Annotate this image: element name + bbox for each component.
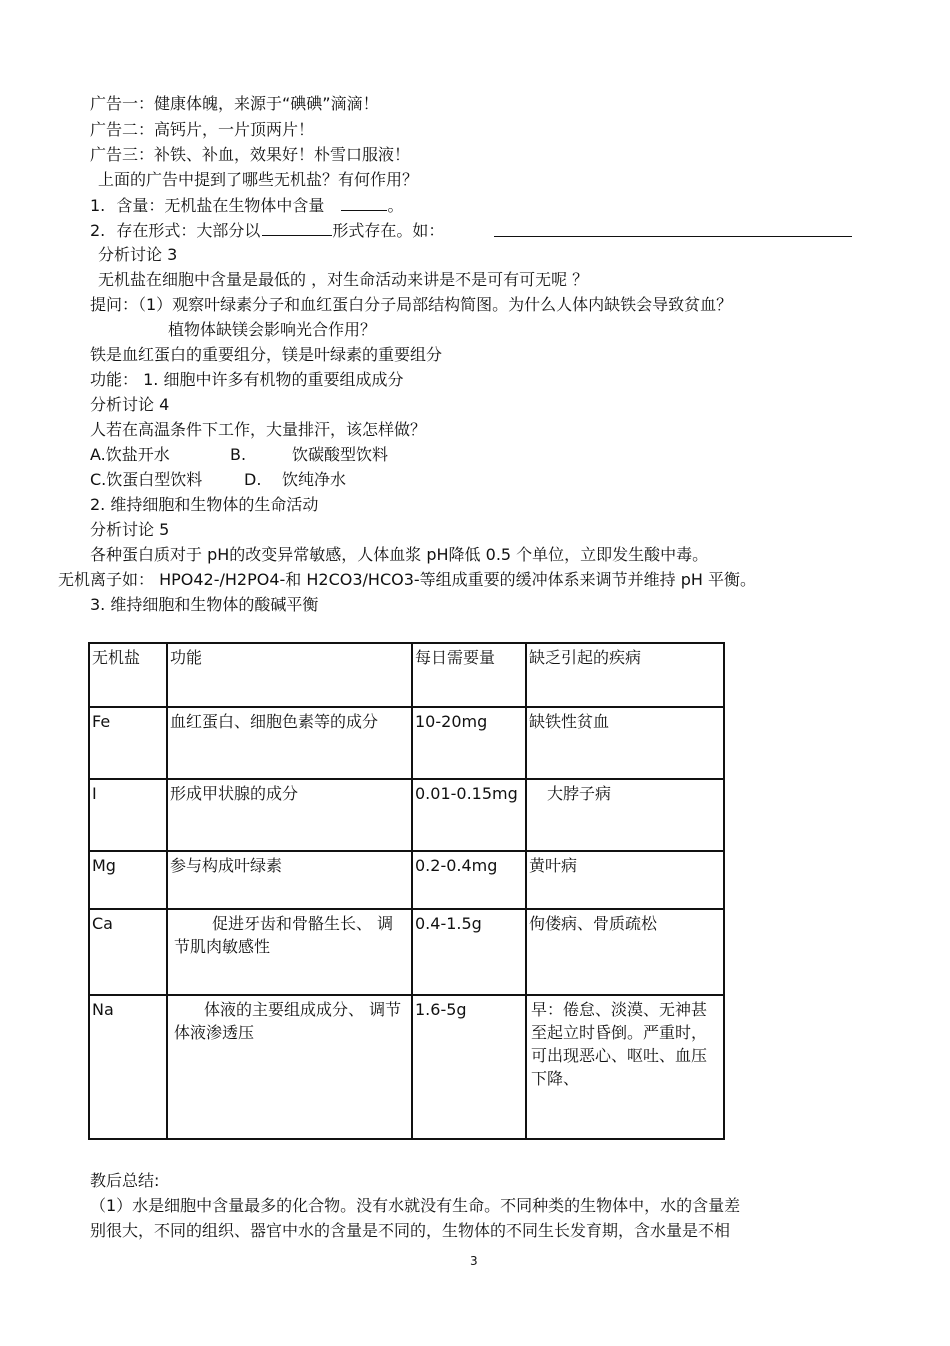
summary-title: 教后总结: [90,1171,160,1190]
page-number: 3 [470,1254,478,1268]
function-2: 2. 维持细胞和生物体的生命活动 [90,495,319,514]
table-row [89,995,724,1139]
table-row [89,707,724,779]
inorganic-salt-table [88,642,725,1140]
cell-function: 血红蛋白、细胞色素等的成分 [167,707,412,779]
function-1: 功能： 1. 细胞中许多有机物的重要组成成分 [90,370,404,389]
cell-function: 参与构成叶绿素 [167,851,412,909]
ad-1: 广告一：健康体魄，来源于“碘碘”滴滴！ [90,94,379,113]
d4-option-d-text: 饮纯净水 [282,470,347,489]
header-amount: 每日需要量 [412,643,526,707]
d3-question: 无机盐在细胞中含量是最低的 ，对生命活动来讲是不是可有可无呢 ？ [98,270,589,289]
discussion-3: 分析讨论 3 [98,245,178,264]
d4-option-b-label: B. [230,445,247,464]
d4-option-b-text: 饮碳酸型饮料 [292,445,389,464]
summary-line-1: （1）水是细胞中含量最多的化合物。没有水就没有生命。不同种类的生物体中，水的含量差 [90,1196,741,1215]
cell-amount: 0.2-0.4mg [412,851,526,909]
item-2-num: 2. [90,221,106,240]
cell-salt: Ca [89,909,167,995]
d4-option-d-label: D. [244,470,262,489]
summary-line-2: 别很大，不同的组织、器官中水的含量是不同的，生物体的不同生长发育期，含水量是不相 [90,1221,731,1240]
d3-prompt-2: 植物体缺镁会影响光合作用？ [168,320,377,339]
d4-option-c: C.饮蛋白型饮料 [90,470,203,489]
function-3: 3. 维持细胞和生物体的酸碱平衡 [90,595,319,614]
table-header-row [89,643,724,707]
cell-amount: 0.01-0.15mg [412,779,526,851]
d4-question: 人若在高温条件下工作，大量排汗，该怎样做？ [90,420,427,439]
cell-disease: 黄叶病 [526,851,724,909]
discussion-4: 分析讨论 4 [90,395,170,414]
d3-prompt-1: 提问：（1）观察叶绿素分子和血红蛋白分子局部结构简图。为什么人体内缺铁会导致贫血？ [90,295,733,314]
ad-3: 广告三：补铁、补血，效果好！朴雪口服液！ [90,145,411,164]
cell-amount: 0.4-1.5g [412,909,526,995]
item-1 [90,194,403,217]
ad-2: 广告二：高钙片，一片顶两片！ [90,120,315,139]
item-2-long-blank [494,236,852,237]
cell-disease: 缺铁性贫血 [526,707,724,779]
cell-salt: Mg [89,851,167,909]
cell-amount: 10-20mg [412,707,526,779]
cell-function: 形成甲状腺的成分 [167,779,412,851]
cell-function: 促进牙齿和骨骼生长、 调节肌肉敏感性 [167,909,412,995]
d5-line-2: 无机离子如： HPO42-/H2PO4-和 H2CO3/HCO3-等组成重要的缓冲体系来调节并维持 pH 平衡。 [58,570,757,589]
cell-disease: 早：倦怠、淡漠、无神甚至起立时昏倒。严重时，可出现恶心、呕吐、血压下降、 [526,995,724,1139]
cell-amount: 1.6-5g [412,995,526,1139]
item-1-text: 含量：无机盐在生物体中含量 [116,196,325,215]
table-row [89,909,724,995]
item-2-blank [262,219,332,236]
cell-disease: 大脖子病 [526,779,724,851]
item-2-mid: 形式存在。如： [332,221,445,240]
d4-option-a: A.饮盐开水 [90,445,170,464]
table-row [89,851,724,909]
cell-salt: Na [89,995,167,1139]
item-2-text: 存在形式：大部分以 [116,221,261,240]
header-salt: 无机盐 [89,643,167,707]
table-row [89,779,724,851]
question-intro: 上面的广告中提到了哪些无机盐？有何作用？ [98,170,419,189]
discussion-5: 分析讨论 5 [90,520,170,539]
item-1-end: 。 [387,196,404,215]
item-1-blank [341,194,387,211]
header-disease: 缺乏引起的疾病 [526,643,724,707]
cell-disease: 佝偻病、骨质疏松 [526,909,724,995]
item-1-num: 1. [90,196,106,215]
d5-line-1: 各种蛋白质对于 pH的改变异常敏感，人体血浆 pH降低 0.5 个单位，立即发生酸中毒。 [90,545,709,564]
cell-salt: Fe [89,707,167,779]
item-2 [90,219,444,242]
cell-function: 体液的主要组成成分、 调节体液渗透压 [167,995,412,1139]
cell-salt: I [89,779,167,851]
d3-answer: 铁是血红蛋白的重要组分，镁是叶绿素的重要组分 [90,345,443,364]
header-function: 功能 [167,643,412,707]
